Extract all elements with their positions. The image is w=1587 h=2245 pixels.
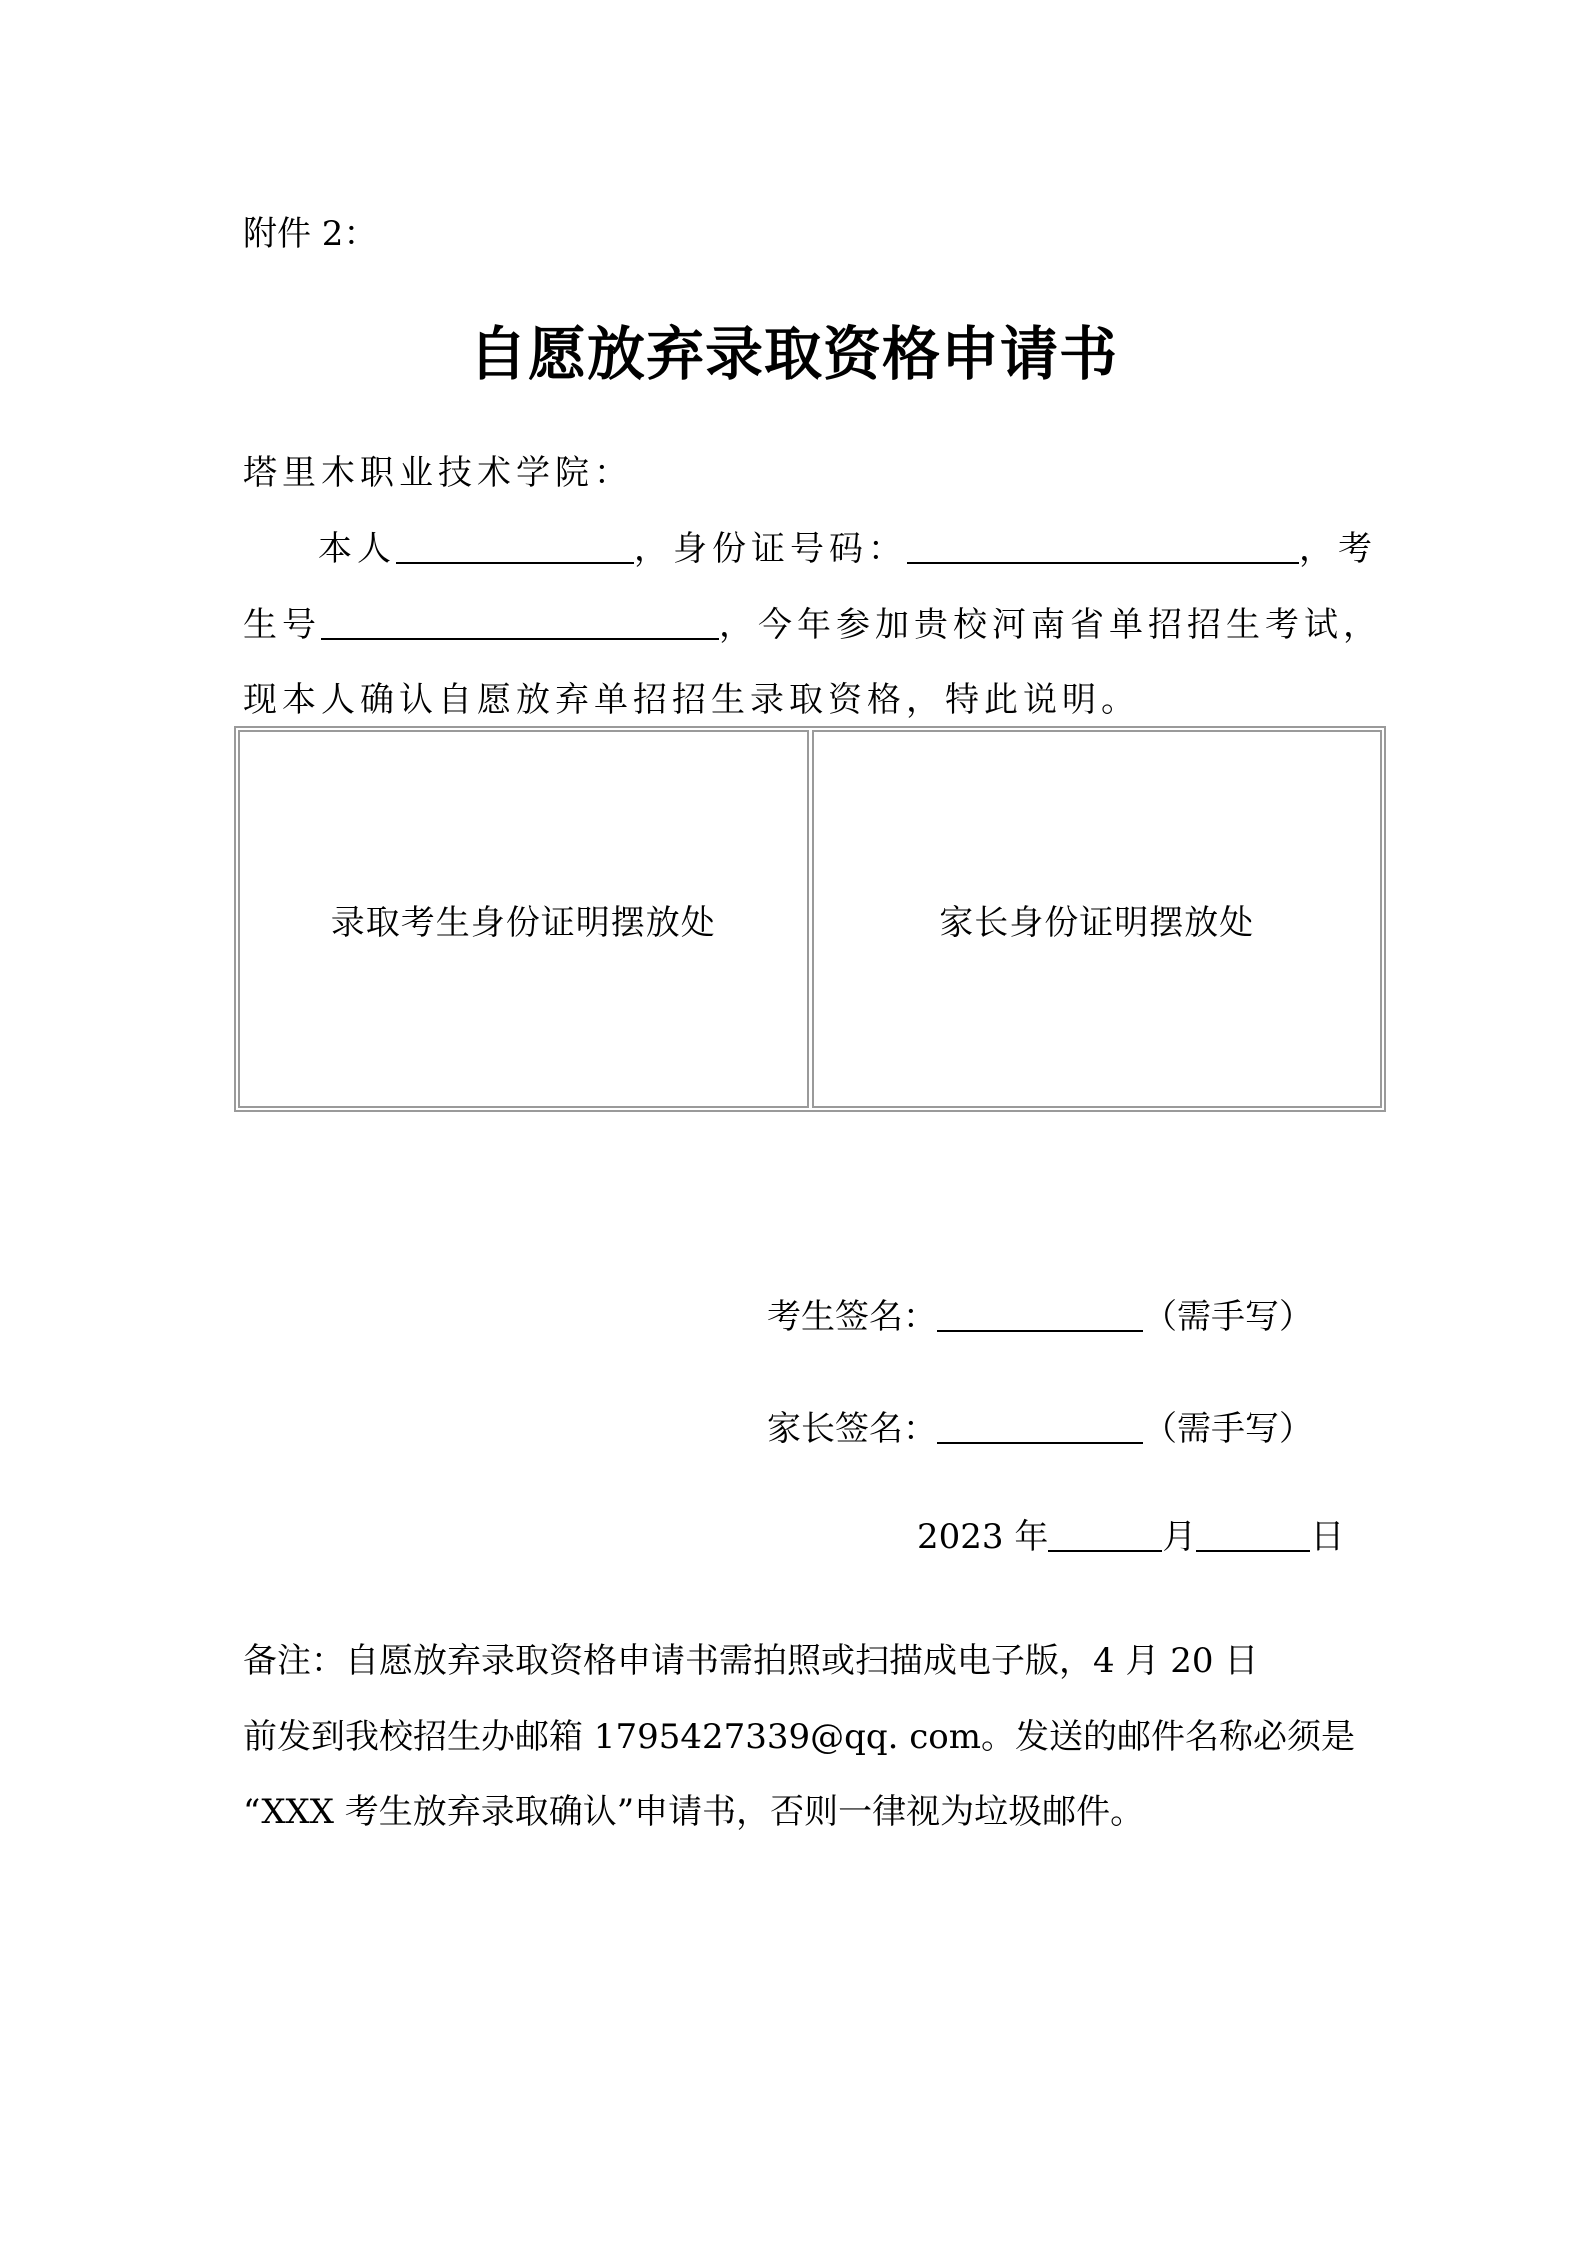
parent-signature-row: [767, 1404, 1313, 1453]
date-day: 日: [1310, 1517, 1345, 1557]
parent-signature-label: 家长签名：: [767, 1409, 937, 1449]
student-id-placement-cell: 录取考生身份证明摆放处: [238, 730, 809, 1108]
addressee: 塔里木职业技术学院：: [243, 453, 633, 493]
body-line-3: 现本人确认自愿放弃单招招生录取资格，特此说明。: [243, 680, 1140, 720]
student-signature-note: （需手写）: [1143, 1297, 1313, 1337]
line1-suffix: ，考: [1299, 529, 1377, 569]
candidate-number-label: 生号: [243, 605, 321, 645]
student-signature-label: 考生签名：: [767, 1297, 937, 1337]
parent-signature-blank[interactable]: [937, 1404, 1143, 1444]
id-photo-table: [234, 726, 1386, 1112]
name-blank[interactable]: [396, 524, 634, 564]
date-year: 2023 年: [917, 1517, 1049, 1557]
page-title: 自愿放弃录取资格申请书: [468, 320, 1118, 388]
id-number-label: ，身份证号码：: [634, 529, 907, 569]
name-prefix: 本人: [318, 529, 396, 569]
parent-signature-note: （需手写）: [1143, 1409, 1313, 1449]
candidate-number-blank[interactable]: [321, 600, 719, 640]
month-blank[interactable]: [1048, 1512, 1162, 1552]
id-number-blank[interactable]: [907, 524, 1299, 564]
note-line-3: “XXX 考生放弃录取确认”申请书，否则一律视为垃圾邮件。: [243, 1792, 1145, 1832]
attachment-label: 附件 2：: [243, 214, 378, 254]
student-signature-blank[interactable]: [937, 1292, 1143, 1332]
day-blank[interactable]: [1196, 1512, 1310, 1552]
note-line-1: 备注：自愿放弃录取资格申请书需拍照或扫描成电子版，4 月 20 日: [243, 1641, 1259, 1681]
body-line-2: [243, 600, 1382, 649]
body-line-1: [318, 524, 1377, 573]
student-signature-row: [767, 1292, 1313, 1341]
note-line-2: 前发到我校招生办邮箱 1795427339@qq. com。发送的邮件名称必须是: [243, 1717, 1356, 1757]
date-month: 月: [1162, 1517, 1197, 1557]
line2-suffix: ，今年参加贵校河南省单招招生考试，: [719, 605, 1382, 645]
parent-id-placement-cell: 家长身份证明摆放处: [812, 730, 1383, 1108]
date-row: [917, 1512, 1344, 1561]
